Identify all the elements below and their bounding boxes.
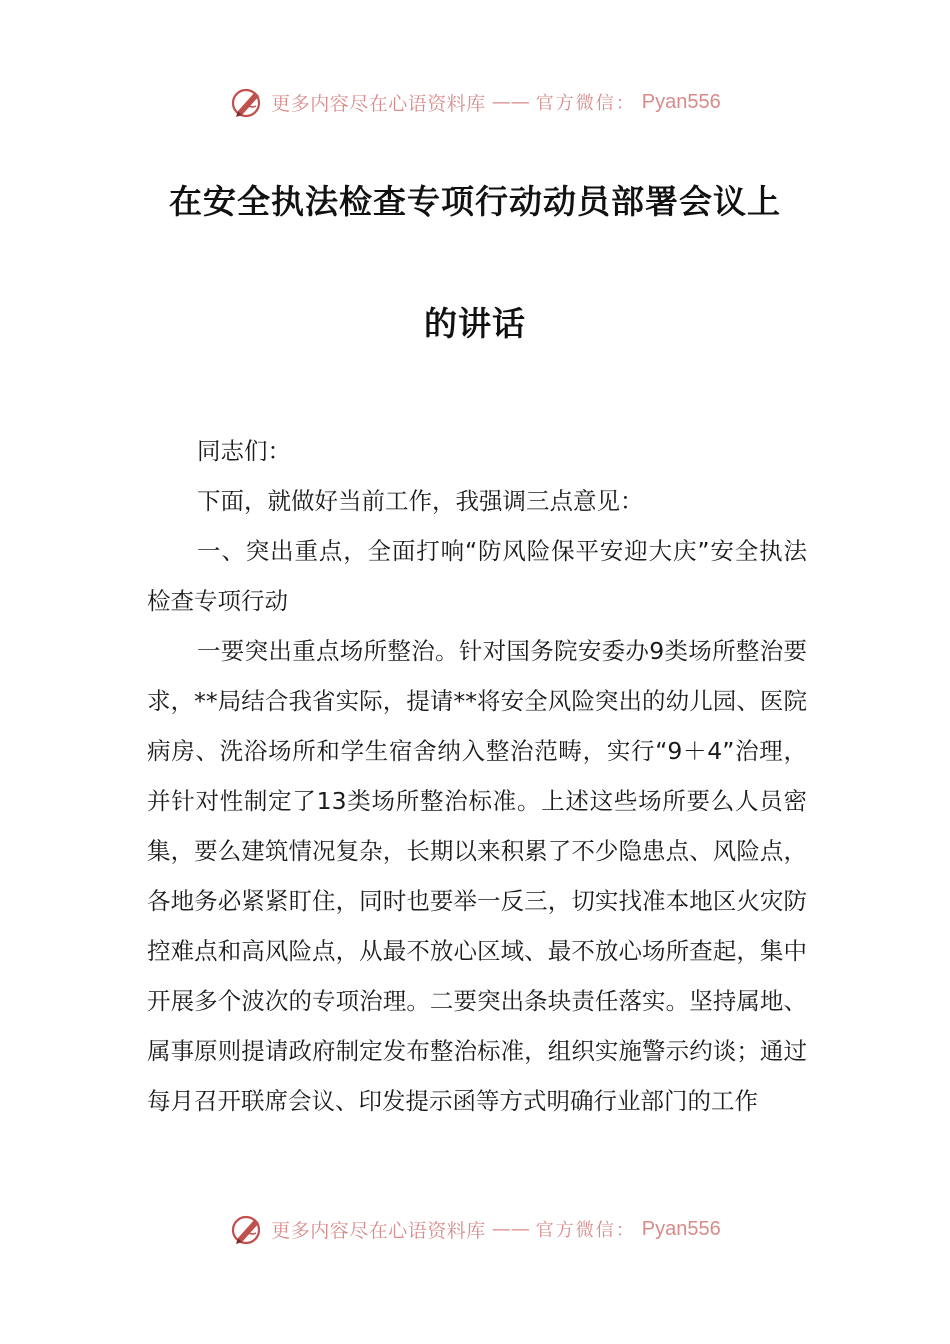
header-watermark: [0, 84, 950, 120]
paragraph-body: 一要突出重点场所整治。针对国务院安委办9类场所整治要求，**局结合我省实际，提请**将安全风险突出的幼儿园、医院病房、洗浴场所和学生宿舍纳入整治范畴，实行“9＋4”治理，并针对性制定了13类场所整治标准。上述这些场所要么人员密集，要么建筑情况复杂，长期以来积累了不少隐患点、风险点，各地务必紧紧盯住，同时也要举一反三，切实找准本地区火灾防控难点和高风险点，从最不放心区域、最不放心场所查起，集中开展多个波次的专项治理。二要突出条块责任落实。坚持属地、属事原则提请政府制定发布整治标准，组织实施警示约谈；通过每月召开联席会议、印发提示函等方式明确行业部门的工作: [147, 637, 807, 1115]
paragraph-intro: 下面，就做好当前工作，我强调三点意见：: [197, 487, 644, 515]
document-title-line1: 在安全执法检查专项行动动员部署会议上: [169, 182, 781, 221]
pen-logo-icon: [229, 84, 265, 120]
watermark-text: 更多内容尽在心语资料库: [271, 1219, 486, 1242]
paragraph-section-heading: 一、突出重点，全面打响“防风险保平安迎大庆”安全执法检查专项行动: [147, 537, 807, 615]
watermark-wechat-id: Pyan556: [641, 1217, 721, 1240]
document-title-line2: 的讲话: [424, 304, 526, 343]
watermark-separator: ——: [491, 1218, 530, 1240]
paragraph-salutation: 同志们：: [197, 437, 291, 465]
watermark-wechat-id: Pyan556: [641, 90, 721, 113]
watermark-wechat-label: 官方微信：: [535, 1220, 636, 1241]
watermark-wechat-label: 官方微信：: [535, 93, 636, 114]
pen-logo-icon: [229, 1211, 265, 1247]
watermark-separator: ——: [491, 91, 530, 113]
footer-watermark: [0, 1211, 950, 1247]
document-body: [147, 426, 807, 1126]
watermark-text: 更多内容尽在心语资料库: [271, 92, 486, 115]
